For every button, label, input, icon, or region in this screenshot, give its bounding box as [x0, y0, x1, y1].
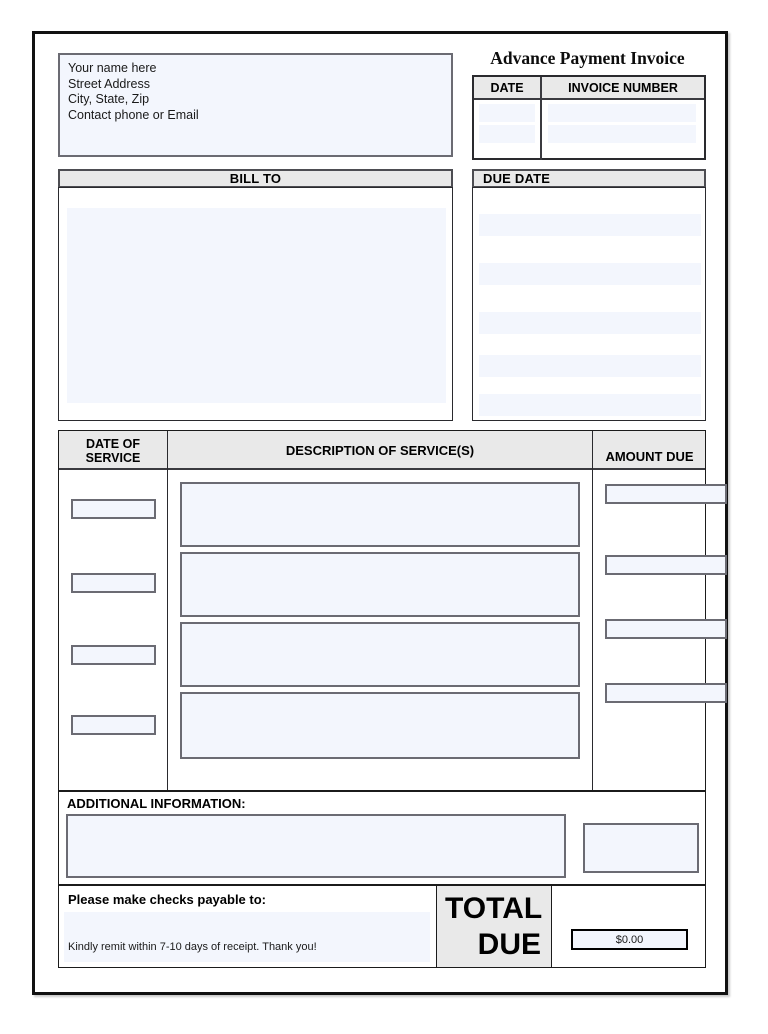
payable-input[interactable]	[64, 912, 430, 962]
service-amount-input-3[interactable]	[605, 619, 727, 639]
service-amount-input-1[interactable]	[605, 484, 727, 504]
remit-note: Kindly remit within 7-10 days of receipt. Thank you!	[68, 941, 317, 953]
sender-address-field[interactable]	[58, 53, 453, 157]
invoice-meta-table	[472, 75, 706, 160]
sender-line-4: Contact phone or Email	[68, 107, 199, 122]
sender-line-1: Your name here	[68, 61, 157, 75]
bill-to-header	[58, 169, 453, 188]
additional-information-section	[58, 791, 706, 885]
services-header-description: DESCRIPTION OF SERVICE(S)	[285, 443, 475, 458]
services-column-divider-1	[167, 431, 168, 790]
additional-amount-input[interactable]	[583, 823, 699, 873]
service-amount-input-4[interactable]	[605, 683, 727, 703]
due-date-input-1[interactable]	[479, 214, 701, 236]
total-due-label-line2: DUE	[477, 928, 541, 961]
services-column-divider-2	[592, 431, 593, 790]
total-due-label	[437, 886, 552, 967]
services-header-date-line1: DATE OF	[86, 436, 140, 451]
service-date-input-2[interactable]	[71, 573, 156, 593]
invoice-meta-body	[474, 100, 704, 160]
service-date-input-4[interactable]	[71, 715, 156, 735]
due-date-input-4[interactable]	[479, 355, 701, 377]
services-header-date-line2: SERVICE	[85, 450, 141, 465]
invoice-number-input-2[interactable]	[548, 125, 696, 143]
sender-line-3: City, State, Zip	[68, 92, 150, 106]
invoice-date-input-2[interactable]	[479, 125, 535, 143]
service-description-input-4[interactable]	[180, 692, 580, 759]
due-date-body	[472, 187, 706, 421]
payable-block	[59, 886, 437, 967]
services-header-amount: AMOUNT DUE	[605, 449, 694, 464]
service-description-input-3[interactable]	[180, 622, 580, 687]
bill-to-header-label: BILL TO	[229, 171, 282, 186]
service-date-input-3[interactable]	[71, 645, 156, 665]
services-table	[58, 430, 706, 791]
payable-label: Please make checks payable to:	[68, 892, 267, 907]
additional-information-label: ADDITIONAL INFORMATION:	[67, 796, 246, 811]
invoice-meta-header-date: DATE	[474, 77, 542, 98]
due-date-input-3[interactable]	[479, 312, 701, 334]
invoice-meta-column-divider	[540, 100, 542, 160]
service-date-input-1[interactable]	[71, 499, 156, 519]
invoice-meta-header-row	[474, 77, 704, 100]
due-date-header	[472, 169, 706, 188]
services-header-date	[59, 431, 167, 470]
total-due-value[interactable]: $0.00	[571, 929, 688, 950]
due-date-input-2[interactable]	[479, 263, 701, 285]
due-date-input-5[interactable]	[479, 394, 701, 416]
additional-information-input[interactable]	[66, 814, 566, 878]
service-description-input-1[interactable]	[180, 482, 580, 547]
invoice-date-input-1[interactable]	[479, 104, 535, 122]
document-title: Advance Payment Invoice	[490, 48, 685, 68]
bill-to-body	[58, 187, 453, 421]
total-due-label-line1: TOTAL	[445, 892, 543, 925]
bill-to-input[interactable]	[67, 208, 446, 403]
sender-line-2: Street Address	[68, 76, 150, 91]
invoice-meta-header-number: INVOICE NUMBER	[568, 80, 678, 95]
invoice-number-input-1[interactable]	[548, 104, 696, 122]
total-due-value-cell	[552, 886, 705, 967]
due-date-header-label: DUE DATE	[483, 171, 551, 186]
service-description-input-2[interactable]	[180, 552, 580, 617]
footer-section	[58, 885, 706, 968]
service-amount-input-2[interactable]	[605, 555, 727, 575]
invoice-page	[32, 31, 728, 995]
